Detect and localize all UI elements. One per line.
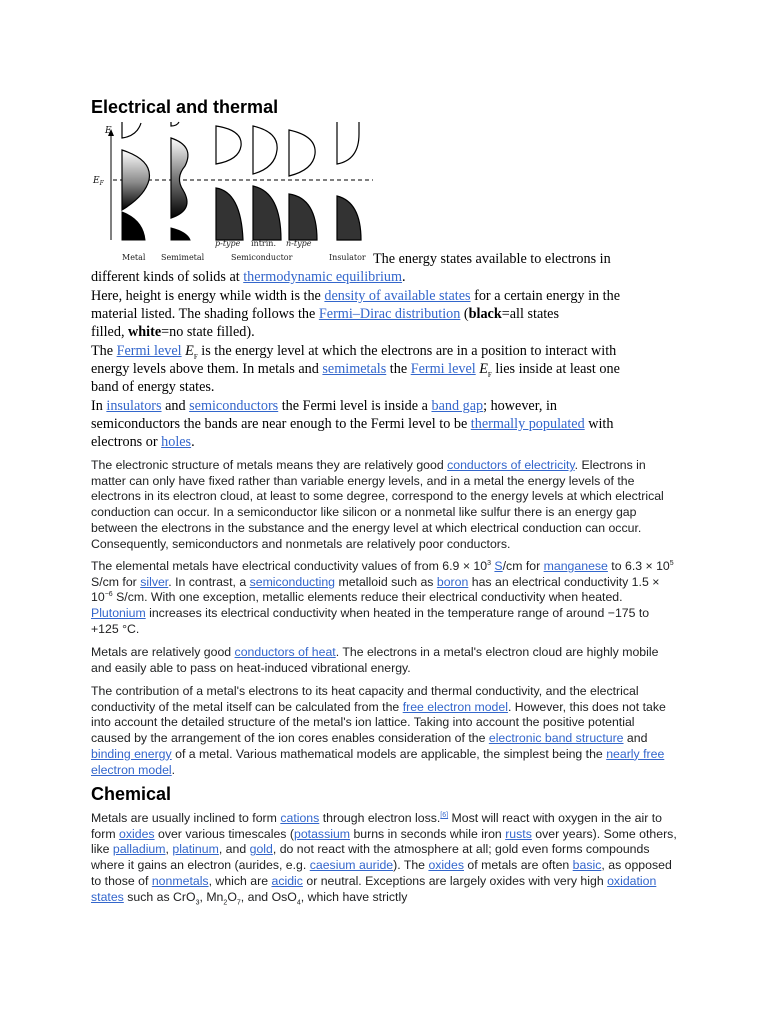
semimetals-link[interactable]: semimetals <box>322 361 387 377</box>
nearly-free-electron-model-link[interactable]: nearly free electron model <box>91 746 665 777</box>
fermi-dirac-link[interactable]: Fermi–Dirac distribution <box>318 306 461 322</box>
paragraph-heat-conduction: Metals are relatively good conductors of heat. The electrons in a metal's electron cloud are highly mobile and easily able to pass on heat-induced vibrational energy. <box>91 645 659 675</box>
caption-line-11: electrons or holes. <box>91 434 195 450</box>
free-electron-model-link[interactable]: free electron model <box>402 699 508 714</box>
caption-line-10: semiconductors the bands are near enough to the Fermi level to be thermally populated with <box>91 416 614 432</box>
semimetal-label: Semimetal <box>161 253 205 262</box>
caption-line-1: The energy states available to electrons in <box>373 251 611 267</box>
palladium-link[interactable]: palladium <box>112 842 166 857</box>
binding-energy-link[interactable]: binding energy <box>91 746 172 761</box>
gold-link[interactable]: gold <box>249 842 273 857</box>
caption-line-6: The Fermi level $E_F$ is the energy level at which the electrons are in a position to interact with <box>91 343 617 361</box>
ptype-label: p-type <box>215 239 241 248</box>
intrinsic-conduction-band <box>253 126 277 174</box>
semimetal-lower-band <box>171 228 190 240</box>
basic-link[interactable]: basic <box>572 858 602 873</box>
thermodynamic-equilibrium-link[interactable]: thermodynamic equilibrium <box>243 269 403 285</box>
metal-band <box>122 150 149 210</box>
metal-lower-band <box>122 212 145 240</box>
acidic-link[interactable]: acidic <box>271 873 303 888</box>
caption-line-5: filled, white=no state filled). <box>91 324 255 340</box>
fermi-level-link-2[interactable]: Fermi level <box>410 361 476 377</box>
oxidation-states-link[interactable]: oxidation states <box>91 873 657 904</box>
nonmetals-link[interactable]: nonmetals <box>151 873 209 888</box>
metal-label: Metal <box>122 253 146 262</box>
potassium-link[interactable]: potassium <box>293 826 351 841</box>
paragraph-electronic-structure: The electronic structure of metals means they are relatively good conductors of electricity. Electrons in matter can only have fixed rather than variable energy levels, and in a metal the energy levels of the electrons in its electron cloud, at least to some degree, correspond to the energy levels at which electrical conduction can occur. In a semiconductor like silicon or a nonmetal like sulfur there is an energy gap between the electrons in the substance and the energy level at which electrical conduction can occur. Consequently, semiconductors and nonmetals are relatively poor conductors. <box>91 458 664 551</box>
caesium-auride-link[interactable]: caesium auride <box>309 858 394 873</box>
band-structure-figure <box>91 120 373 265</box>
conductors-of-electricity-link[interactable]: conductors of electricity <box>447 458 575 472</box>
conductors-of-heat-link[interactable]: conductors of heat <box>234 645 336 659</box>
rusts-link[interactable]: rusts <box>505 826 532 841</box>
density-of-states-link[interactable]: density of available states <box>324 288 471 304</box>
ptype-valence-band <box>216 188 243 240</box>
semiconductors-link[interactable]: semiconductors <box>189 398 279 414</box>
semimetal-band <box>171 138 188 218</box>
metal-upper-band <box>122 122 141 138</box>
caption-line-3: Here, height is energy while width is the density of available states for a certain energy in the <box>91 288 620 304</box>
section-heading-electrical-thermal: Electrical and thermal <box>91 97 279 117</box>
electronic-band-structure-link[interactable]: electronic band structure <box>488 731 624 746</box>
oxides-link-1[interactable]: oxides <box>119 826 155 841</box>
caption-line-7: energy levels above them. In metals and semimetals the Fermi level $E_F$ lies inside at least one <box>91 361 620 379</box>
caption-line-9: In insulators and semiconductors the Fermi level is inside a band gap; however, in <box>91 398 557 414</box>
semimetal-upper-band <box>171 122 179 126</box>
intrinsic-label: intrin. <box>251 239 277 248</box>
silver-link[interactable]: silver <box>140 574 169 589</box>
reference-6-link[interactable]: [6] <box>440 811 449 819</box>
siemens-link[interactable]: S <box>494 559 503 573</box>
paragraph-conductivity-values: The elemental metals have electrical conductivity values of from $6.9 \times 10^3$ S/cm for manganese to $6.3 \times 10^5$ S/cm for silver. In contrast, a semiconducting metalloid such as boron has an electrical conductivity $1.5 \times 10^{-6}$ S/cm. With one exception, metallic elements reduce their electrical conductivity when heated. Plutonium increases its electrical conductivity when heated in the temperature range of around −175 to +125 °C. <box>91 559 674 636</box>
insulator-label: Insulator <box>329 253 366 262</box>
semiconducting-link[interactable]: semiconducting <box>249 574 336 589</box>
caption-line-8: band of energy states. <box>91 379 215 395</box>
caption-line-2: different kinds of solids at thermodynamic equilibrium. <box>91 269 406 285</box>
holes-link[interactable]: holes <box>161 434 192 450</box>
caption-line-4: material listed. The shading follows the Fermi–Dirac distribution (black=all states <box>91 306 559 322</box>
manganese-link[interactable]: manganese <box>543 559 608 573</box>
intrinsic-valence-band <box>253 186 281 240</box>
band-structure-diagram <box>91 120 373 265</box>
insulator-valence-band <box>337 196 361 240</box>
semiconductor-label: Semiconductor <box>231 253 293 262</box>
platinum-link[interactable]: platinum <box>172 842 219 857</box>
fermi-level-link-1[interactable]: Fermi level <box>116 343 182 359</box>
ntype-valence-band <box>289 194 317 240</box>
paragraph-chemical-reactivity: Metals are usually inclined to form cations through electron loss.[6] Most will react with oxygen in the air to form oxides over various timescales (potassium burns in seconds while iron rusts over years). Some others, like palladium, platinum, and gold, do not react with the atmosphere at all; gold even forms compounds where it gains an electron (aurides, e.g. caesium auride). The oxides of metals are often basic, as opposed to those of nonmetals, which are acidic or neutral. Exceptions are largely oxides with very high oxidation states such as CrO$_3$, $Mn_2O_7$, and OsO$_4$, which have strictly <box>91 811 677 906</box>
cations-link[interactable]: cations <box>280 811 320 825</box>
ptype-conduction-band <box>216 126 241 164</box>
paragraph-electron-models: The contribution of a metal's electrons to its heat capacity and thermal conductivity, and the electrical conductivity of the metal itself can be calculated from the free electron model. However, this does not take into account the detailed structure of the metal's ion lattice. Taking into account the positive potential caused by the arrangement of the ion cores enables consideration of the electronic band structure and binding energy of a metal. Various mathematical models are applicable, the simplest being the nearly free electron model. <box>91 684 666 777</box>
oxides-link-2[interactable]: oxides <box>428 858 464 873</box>
band-gap-link[interactable]: band gap <box>431 398 484 414</box>
axis-ef-label: $E_F$ <box>93 176 104 187</box>
insulator-conduction-band <box>337 122 359 164</box>
axis-e-label: E <box>105 126 112 136</box>
plutonium-link[interactable]: Plutonium <box>91 606 146 621</box>
ntype-label: n-type <box>286 239 312 248</box>
insulators-link[interactable]: insulators <box>106 398 162 414</box>
boron-link[interactable]: boron <box>436 574 469 589</box>
section-heading-chemical: Chemical <box>91 784 172 804</box>
ntype-conduction-band <box>289 130 315 176</box>
thermally-populated-link[interactable]: thermally populated <box>470 416 585 432</box>
